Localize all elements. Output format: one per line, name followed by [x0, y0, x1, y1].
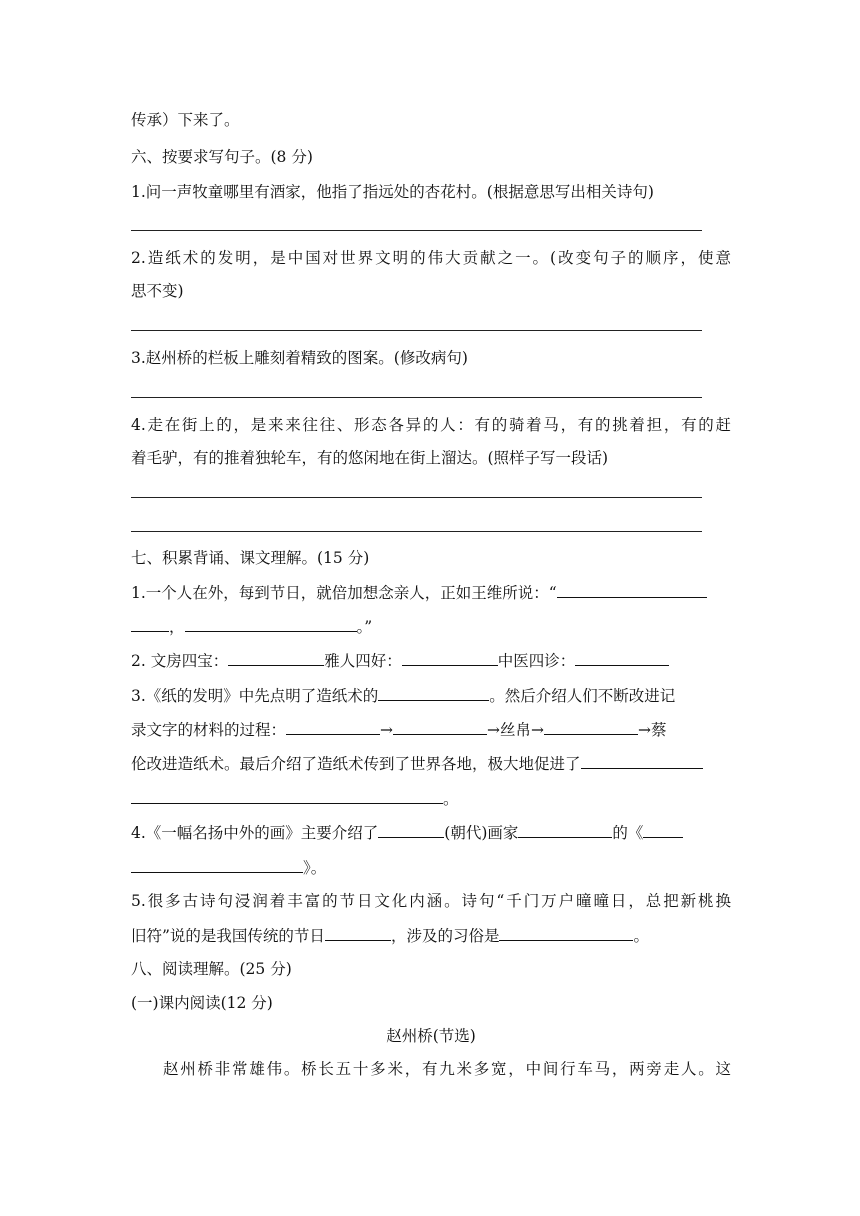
question-7-4-line2: [131, 857, 731, 878]
q7-1-sep: ，: [169, 618, 185, 636]
blank-7-5b[interactable]: [499, 925, 633, 941]
question-7-3-line2: [131, 719, 731, 740]
blank-7-1c[interactable]: [185, 616, 357, 632]
q7-5-end: 。: [633, 927, 649, 945]
question-7-5-line2: [131, 925, 731, 946]
q7-1-end: 。”: [356, 618, 373, 636]
answer-line-6-3[interactable]: [131, 397, 702, 398]
question-7-3-line1: [131, 685, 731, 706]
question-6-4-line1: 4.走在街上的，是来来往往、形态各异的人：有的骑着马，有的挑着担，有的赶: [131, 416, 731, 434]
question-6-2-line2: 思不变): [131, 282, 184, 300]
answer-line-6-4a[interactable]: [131, 497, 702, 498]
q7-3-end: 。: [443, 790, 459, 808]
question-6-4-line2: 着毛驴，有的推着独轮车，有的悠闲地在街上溜达。(照样子写一段话): [131, 449, 609, 467]
q7-3-text-4: 伦改进造纸术。最后介绍了造纸术传到了世界各地，极大地促进了: [131, 755, 581, 773]
q7-2-label-3: 中医四诊：: [497, 652, 576, 670]
q7-3-silk: →丝帛→: [487, 721, 544, 739]
section-8-title: 八、阅读理解。(25 分): [131, 960, 292, 978]
question-7-4-line1: [131, 822, 731, 843]
passage-paragraph: 赵州桥非常雄伟。桥长五十多米，有九米多宽，中间行车马，两旁走人。这: [163, 1060, 731, 1078]
q7-4-text-1: 4.《一幅名扬中外的画》主要介绍了: [131, 824, 379, 842]
blank-7-1a[interactable]: [557, 582, 707, 598]
q7-4-text-3: 的《: [612, 824, 644, 842]
section-8-subtitle: (一)课内阅读(12 分): [131, 994, 273, 1012]
q7-3-text-2: 。然后介绍人们不断改进记: [489, 687, 676, 705]
blank-7-5a[interactable]: [325, 925, 391, 941]
carry-over-line: 传承）下来了。: [131, 111, 240, 129]
blank-7-3b[interactable]: [286, 719, 380, 735]
question-6-3: 3.赵州桥的栏板上雕刻着精致的图案。(修改病句): [131, 349, 468, 367]
question-6-1: 1.问一声牧童哪里有酒家，他指了指远处的杏花村。(根据意思写出相关诗句): [131, 183, 654, 201]
blank-7-4c[interactable]: [643, 822, 683, 838]
section-6-title: 六、按要求写句子。(8 分): [131, 148, 313, 166]
blank-7-3c[interactable]: [393, 719, 487, 735]
answer-line-6-4b[interactable]: [131, 531, 702, 532]
q7-3-text-1: 3.《纸的发明》中先点明了造纸术的: [131, 687, 379, 705]
q7-4-text-2: (朝代)画家: [444, 824, 519, 842]
q7-4-end: 》。: [303, 859, 327, 877]
q7-5-text-1: 旧符”说的是我国传统的节日: [131, 927, 325, 945]
blank-7-3a[interactable]: [378, 685, 489, 701]
question-6-2-line1: 2.造纸术的发明，是中国对世界文明的伟大贡献之一。(改变句子的顺序，使意: [131, 249, 731, 267]
passage-title: 赵州桥(节选): [386, 1027, 476, 1045]
q7-3-cai: →蔡: [638, 721, 667, 739]
blank-7-4b[interactable]: [518, 822, 612, 838]
blank-7-3f[interactable]: [131, 788, 443, 804]
q7-3-text-3: 录文字的材料的过程：: [131, 721, 287, 739]
q7-1-text: 1.一个人在外，每到节日，就倍加想念亲人，正如王维所说：“: [131, 584, 557, 602]
question-7-1-line2: [131, 616, 731, 637]
blank-7-4a[interactable]: [378, 822, 444, 838]
blank-7-2b[interactable]: [402, 650, 498, 666]
blank-7-4d[interactable]: [131, 857, 303, 873]
answer-line-6-2[interactable]: [131, 330, 702, 331]
question-7-5-line1: 5.很多古诗句浸润着丰富的节日文化内涵。诗句“千门万户曈曈日，总把新桃换: [131, 892, 731, 910]
question-7-3-line4: [131, 788, 731, 809]
question-7-1-line1: [131, 582, 731, 603]
blank-7-3e[interactable]: [581, 753, 703, 769]
arrow-icon: →: [380, 721, 394, 739]
blank-7-3d[interactable]: [544, 719, 638, 735]
q7-2-label-1: 2. 文房四宝：: [131, 652, 229, 670]
question-7-2: [131, 650, 731, 671]
answer-line-6-1[interactable]: [131, 230, 702, 231]
q7-5-text-2: ，涉及的习俗是: [390, 927, 500, 945]
section-7-title: 七、积累背诵、课文理解。(15 分): [131, 549, 370, 567]
q7-2-label-2: 雅人四好：: [324, 652, 402, 670]
blank-7-2a[interactable]: [228, 650, 324, 666]
blank-7-2c[interactable]: [575, 650, 669, 666]
blank-7-1b[interactable]: [131, 616, 169, 632]
question-7-3-line3: [131, 753, 731, 774]
